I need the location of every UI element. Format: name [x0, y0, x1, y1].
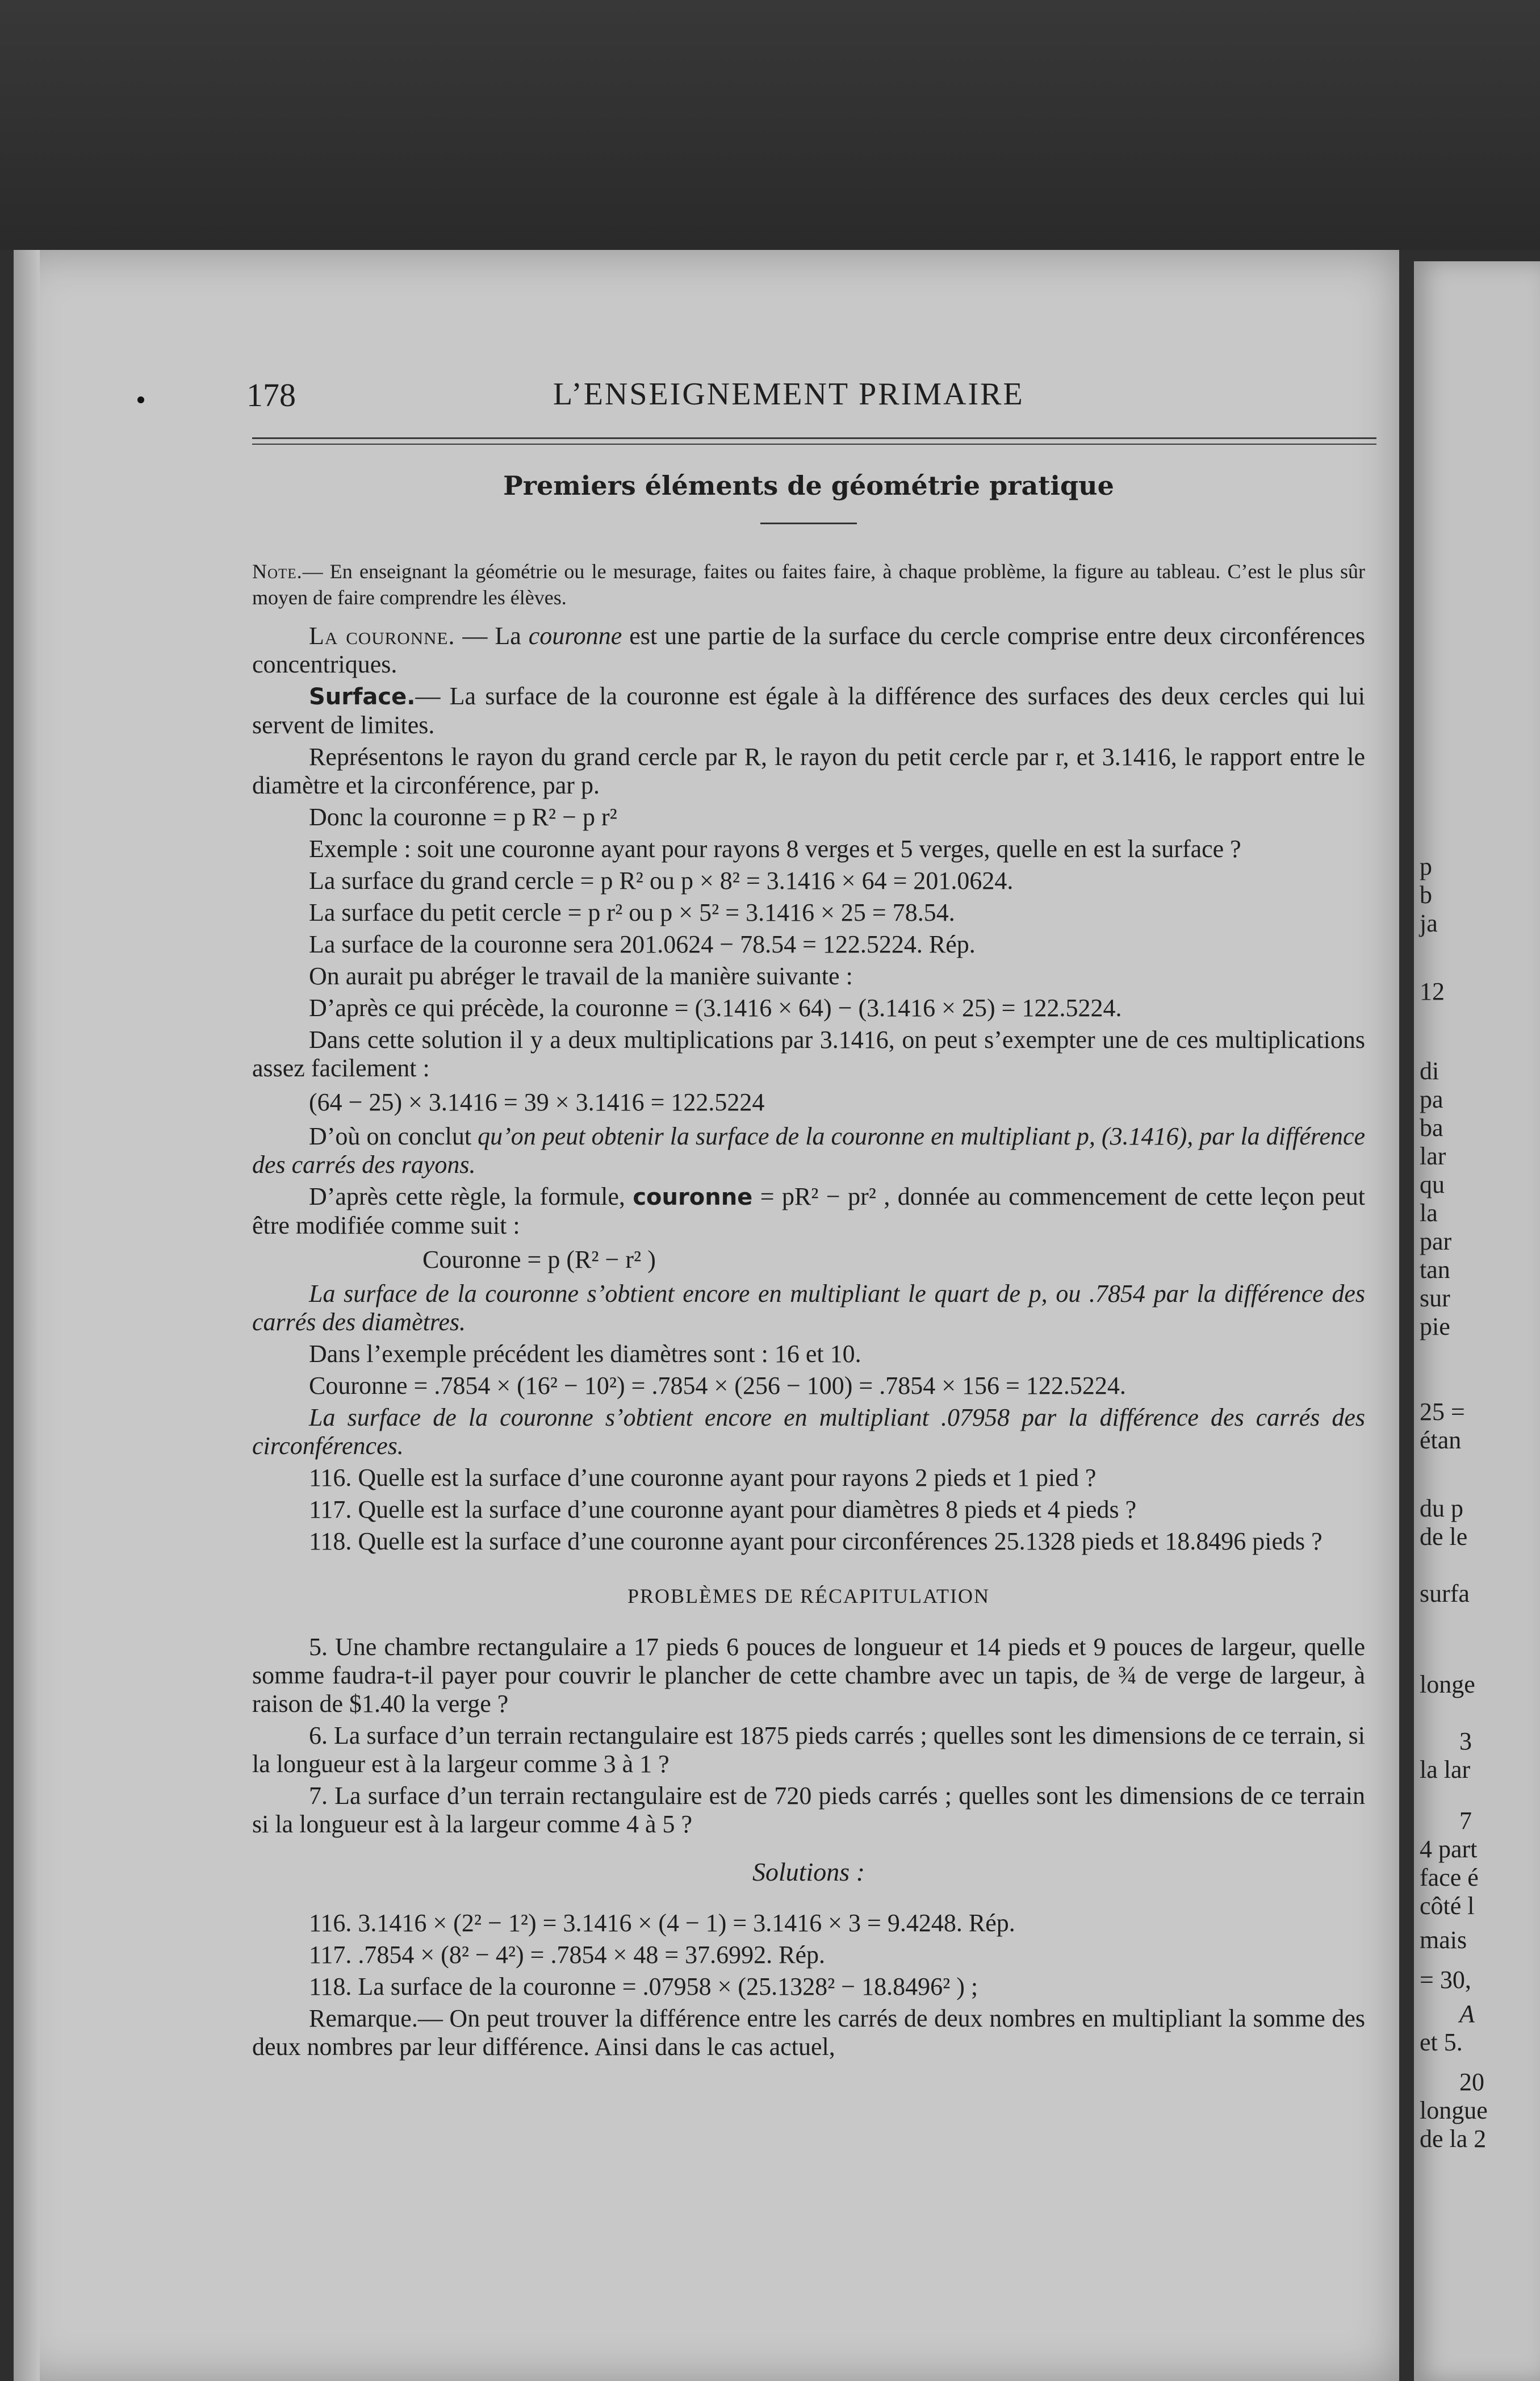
right-page-text: 25 = — [1420, 1398, 1465, 1426]
text-line: Représentons le rayon du grand cercle par R, le rayon du petit cercle par r, et 3.1416, le rapport entre le diamètre et la circonférence, par p. — [252, 743, 1365, 799]
right-page-text: longe — [1420, 1670, 1475, 1698]
right-page-text: ba — [1420, 1114, 1443, 1142]
note-text: — En enseignant la géométrie ou le mesurage, faites ou faites faire, à chaque problème, la figure au tableau. C’est le plus sûr moyen de faire comprendre les élèves. — [252, 560, 1365, 609]
right-page-text: qu — [1420, 1171, 1445, 1198]
right-page-text: de le — [1420, 1523, 1468, 1551]
note-paragraph — [252, 558, 1365, 611]
solution-item: 117. .7854 × (8² − 4²) = .7854 × 48 = 37.6992. Rép. — [309, 1941, 826, 1969]
formula-3: Couronne = .7854 × (16² − 10²) = .7854 × (256 − 100) = .7854 × 156 = 122.5224. — [309, 1372, 1126, 1400]
right-page-text: la lar — [1420, 1756, 1471, 1783]
right-page-text: 12 — [1420, 978, 1445, 1005]
right-page-text: étan — [1420, 1426, 1462, 1454]
remarque-paragraph: Remarque.— On peut trouver la différence entre les carrés de deux nombres en multipliant la somme des deux nombres par leur différence. Ainsi dans le cas actuel, — [252, 2004, 1365, 2061]
right-page-text: sur — [1420, 1284, 1450, 1312]
couronne-term: couronne — [528, 622, 622, 650]
running-title: L’ENSEIGNEMENT PRIMAIRE — [553, 377, 1024, 412]
right-page-text: la — [1420, 1199, 1438, 1227]
right-page-text: pa — [1420, 1085, 1443, 1113]
right-page-text: p — [1420, 853, 1432, 880]
recap-problem: 6. La surface d’un terrain rectangulaire est 1875 pieds carrés ; quelles sont les dimensions de ce terrain, si la longueur est à la largeur comme 3 à 1 ? — [252, 1722, 1365, 1778]
page-spine — [14, 250, 40, 2381]
right-page-text: 3 — [1459, 1727, 1472, 1755]
exercise-item: 117. Quelle est la surface d’une couronne ayant pour diamètres 8 pieds et 4 pieds ? — [309, 1496, 1137, 1523]
rule-paragraph — [252, 1183, 1365, 1240]
section-title: Premiers éléments de géométrie pratique — [503, 470, 1114, 501]
rule-bold: couronne — [633, 1184, 753, 1210]
right-page-text: mais — [1420, 1926, 1467, 1954]
diametres-line: Dans l’exemple précédent les diamètres sont : 16 et 10. — [309, 1340, 861, 1368]
ink-dot — [137, 396, 144, 403]
book-page — [14, 250, 1399, 2381]
note-label: Note. — [252, 560, 303, 583]
right-page-text: pie — [1420, 1313, 1450, 1340]
couronne-text-1: — La — [455, 622, 529, 650]
recap-problem: 7. La surface d’un terrain rectangulaire est de 720 pieds carrés ; quelles sont les dimensions de ce terrain si la longueur est à la largeur comme 4 à 5 ? — [252, 1782, 1365, 1838]
right-page-text: lar — [1420, 1142, 1446, 1170]
text-line: D’après ce qui précède, la couronne = (3.1416 × 64) − (3.1416 × 25) = 122.5224. — [309, 994, 1122, 1022]
couronne-text-2: est une partie de la surface du cercle comprise entre deux circonférences concentriques. — [252, 622, 1366, 678]
text-line: Dans cette solution il y a deux multiplications par 3.1416, on peut s’exempter une de ces multiplications assez facilement : — [252, 1026, 1365, 1082]
text-line: Exemple : soit une couronne ayant pour rayons 8 verges et 5 verges, quelle en est la surface ? — [309, 835, 1241, 863]
right-page-text: surfa — [1420, 1580, 1470, 1607]
italic-rule-2: La surface de la couronne s’obtient encore en multipliant .07958 par la différence des carrés des circonférences. — [252, 1403, 1365, 1460]
exercise-item: 116. Quelle est la surface d’une couronne ayant pour rayons 2 pieds et 1 pied ? — [309, 1464, 1097, 1492]
solution-item: 116. 3.1416 × (2² − 1²) = 3.1416 × (4 − 1) = 3.1416 × 3 = 9.4248. Rép. — [309, 1909, 1015, 1937]
italic-rule-1: La surface de la couronne s’obtient encore en multipliant le quart de p, ou .7854 par la différence des carrés des diamètres. — [252, 1280, 1365, 1336]
right-page-text: b — [1420, 881, 1432, 909]
right-page-text: = 30, — [1420, 1966, 1471, 1994]
page-number: 178 — [246, 377, 296, 413]
recap-heading: PROBLÈMES DE RÉCAPITULATION — [627, 1585, 990, 1607]
right-page-text: du p — [1420, 1494, 1463, 1522]
formula-1: (64 − 25) × 3.1416 = 39 × 3.1416 = 122.5224 — [309, 1088, 765, 1116]
text-line: La surface de la couronne sera 201.0624 − 78.54 = 122.5224. Rép. — [309, 930, 976, 958]
surface-label: Surface. — [309, 684, 416, 710]
header-rule — [252, 437, 1376, 445]
right-page-text: de la 2 — [1420, 2125, 1487, 2153]
text-line: La surface du petit cercle = p r² ou p × 5² = 3.1416 × 25 = 78.54. — [309, 899, 955, 926]
rule-text-2: = pR² − pr² , donnée au commencement de cette leçon peut être modifiée comme suit : — [252, 1183, 1366, 1239]
rule-text-1: D’après cette règle, la formule, — [309, 1183, 633, 1210]
conclusion-italic: qu’on peut obtenir la surface de la couronne en multipliant p, (3.1416), par la différence des carrés des rayons. — [252, 1122, 1366, 1179]
text-line: La surface du grand cercle = p R² ou p × 8² = 3.1416 × 64 = 201.0624. — [309, 867, 1014, 895]
adjacent-page-fragment — [1414, 261, 1540, 2381]
right-page-text: ja — [1420, 909, 1438, 937]
couronne-label: La couronne. — [309, 622, 455, 650]
right-page-text: côté l — [1420, 1892, 1475, 1920]
right-page-text: par — [1420, 1227, 1452, 1255]
dark-background — [0, 0, 1540, 250]
text-line: On aurait pu abréger le travail de la manière suivante : — [309, 962, 853, 990]
right-page-text: di — [1420, 1057, 1439, 1085]
surface-definition — [252, 682, 1365, 740]
solution-item: 118. La surface de la couronne = .07958 × (25.1328² − 18.8496² ) ; — [309, 1973, 978, 2000]
recap-problem: 5. Une chambre rectangulaire a 17 pieds 6 pouces de longueur et 14 pieds et 9 pouces de largeur, quelle somme faudra-t-il payer pour couvrir le plancher de cette chambre avec un tapis, de ¾ de verge de largeur, à raison de $1.40 la verge ? — [252, 1633, 1365, 1718]
conclusion — [252, 1122, 1365, 1179]
right-page-text: et 5. — [1420, 2028, 1463, 2056]
text-line: Donc la couronne = p R² − p r² — [309, 803, 617, 831]
right-page-text: 4 part — [1420, 1835, 1478, 1863]
surface-text: — La surface de la couronne est égale à la différence des surfaces des deux cercles qui lui servent de limites. — [252, 682, 1365, 739]
title-rule — [760, 523, 857, 524]
conclusion-text: D’où on conclut — [309, 1122, 478, 1150]
formula-2: Couronne = p (R² − r² ) — [422, 1246, 656, 1273]
couronne-definition — [252, 622, 1365, 679]
right-page-text: 7 — [1459, 1807, 1472, 1835]
right-page-text: 20 — [1459, 2068, 1484, 2096]
right-page-text: A — [1459, 2000, 1475, 2028]
solutions-heading: Solutions : — [752, 1857, 865, 1886]
right-page-text: tan — [1420, 1256, 1450, 1284]
page-header — [246, 376, 1371, 416]
right-page-text: face é — [1420, 1864, 1479, 1891]
right-page-text: longue — [1420, 2096, 1488, 2124]
page-content — [252, 471, 1365, 2061]
exercise-item: 118. Quelle est la surface d’une couronne ayant pour circonférences 25.1328 pieds et 18.8496 pieds ? — [309, 1527, 1323, 1555]
